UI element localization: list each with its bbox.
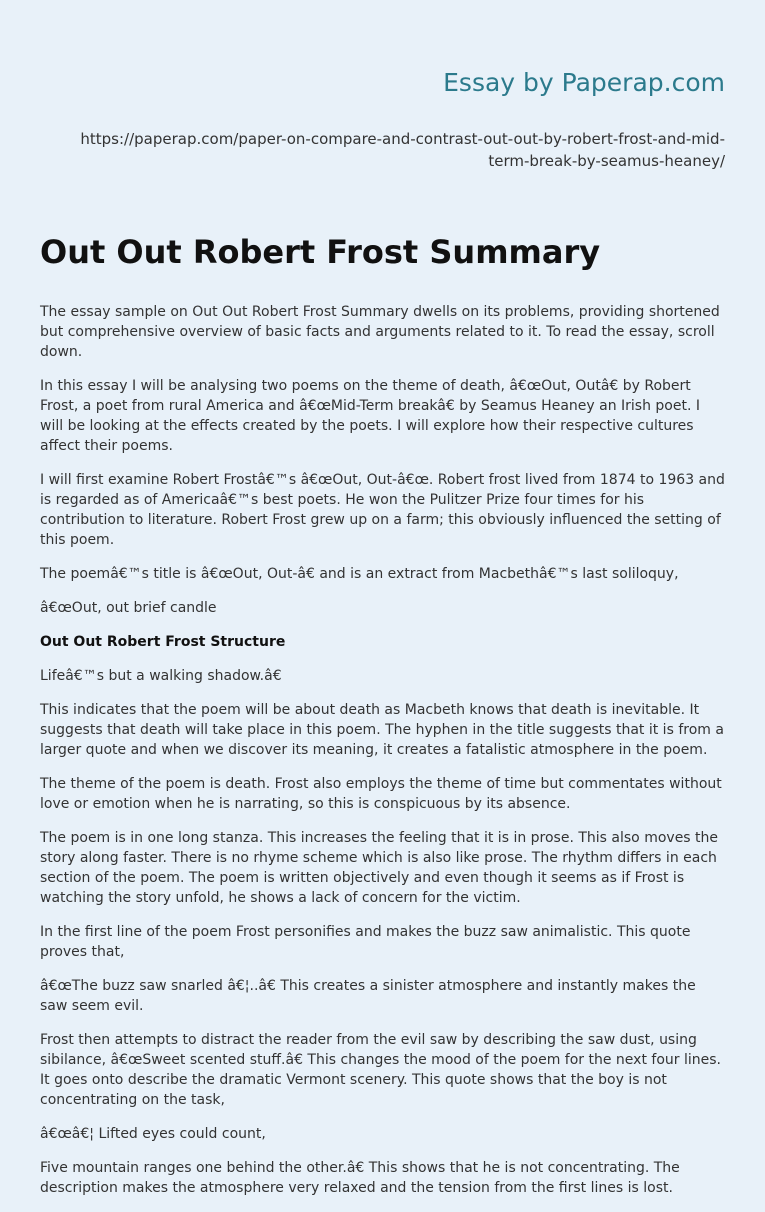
paragraph: The poem is in one long stanza. This increases the feeling that it is in prose. This also moves the story along faster. There is no rhyme scheme which is also like prose. The rhythm differs in each section of the poem. The poem is written objectively and even though it seems as if Frost is watching the story unfold, he shows a lack of concern for the victim. xyxy=(40,830,719,906)
site-brand[interactable]: Essay by Paperap.com xyxy=(443,68,725,97)
paragraph-intro: The essay sample on Out Out Robert Frost Summary dwells on its problems, providing shortened but comprehensive overview of basic facts and arguments related to it. To read the essay, scroll down. xyxy=(40,304,720,360)
quote-line: Lifeâ€™s but a walking shadow.â€ xyxy=(40,668,282,684)
paragraph: The theme of the poem is death. Frost also employs the theme of time but commentates without love or emotion when he is narrating, so this is conspicuous by its absence. xyxy=(40,776,722,812)
paragraph: In this essay I will be analysing two poems on the theme of death, â€œOut, Outâ€ by Robert Frost, a poet from rural America and â€œMid-Term breakâ€ by Seamus Heaney an Irish poet. I will be looking at the effects created by the poets. I will explore how their respective cultures affect their poems. xyxy=(40,378,701,454)
paragraph: In the first line of the poem Frost personifies and makes the buzz saw animalistic. This quote proves that, xyxy=(40,924,691,960)
paragraph: The poemâ€™s title is â€œOut, Out-â€ and is an extract from Macbethâ€™s last soliloquy, xyxy=(40,566,679,582)
paragraph: Frost then attempts to distract the reader from the evil saw by describing the saw dust, using sibilance, â€œSweet scented stuff.â€ This changes the mood of the poem for the next four lines. It goes onto describe the dramatic Vermont scenery. This quote shows that the boy is not concentrating on the task, xyxy=(40,1032,721,1108)
quote-line: â€œâ€¦ Lifted eyes could count, xyxy=(40,1126,266,1142)
source-url[interactable]: https://paperap.com/paper-on-compare-and-contrast-out-out-by-robert-frost-and-mid-term-break-by-seamus-heaney/ xyxy=(80,130,725,170)
section-subheading: Out Out Robert Frost Structure xyxy=(40,634,286,650)
article-body xyxy=(40,302,725,1212)
quote-line: â€œOut, out brief candle xyxy=(40,600,217,616)
page-title: Out Out Robert Frost Summary xyxy=(40,233,601,271)
paragraph: This indicates that the poem will be about death as Macbeth knows that death is inevitable. It suggests that death will take place in this poem. The hyphen in the title suggests that it is from a larger quote and when we discover its meaning, it creates a fatalistic atmosphere in the poem. xyxy=(40,702,724,758)
paragraph: Five mountain ranges one behind the other.â€ This shows that he is not concentrating. The description makes the atmosphere very relaxed and the tension from the first lines is lost. xyxy=(40,1160,680,1196)
paragraph: â€œThe buzz saw snarled â€¦..â€ This creates a sinister atmosphere and instantly makes the saw seem evil. xyxy=(40,978,696,1014)
paragraph: I will first examine Robert Frostâ€™s â€œOut, Out-â€œ. Robert frost lived from 1874 to 1963 and is regarded as of Americaâ€™s best poets. He won the Pulitzer Prize four times for his contribution to literature. Robert Frost grew up on a farm; this obviously influenced the setting of this poem. xyxy=(40,472,725,548)
